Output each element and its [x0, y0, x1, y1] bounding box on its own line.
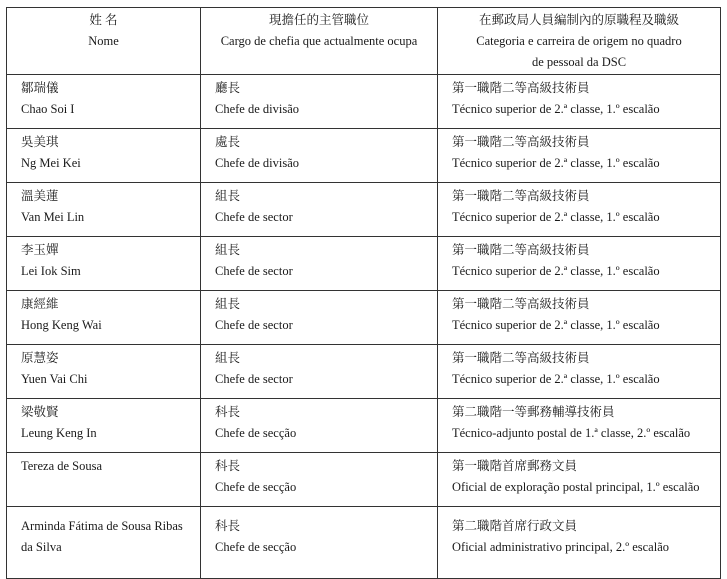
name-cell: [7, 453, 201, 507]
header-category-pt-line2: de pessoal da DSC: [531, 55, 627, 69]
header-category-zh: 在郵政局人員編制內的原職程及職級: [478, 13, 679, 27]
category-pt: Técnico superior de 2.ª classe, 1.º escalão: [452, 210, 660, 224]
category-cell: [438, 75, 721, 129]
position-zh: 處長: [215, 135, 241, 149]
category-cell: [438, 291, 721, 345]
name-cell: [7, 399, 201, 453]
table-row: [7, 399, 721, 453]
category-zh: 第一職階二等高級技術員: [452, 81, 590, 95]
header-position: [201, 8, 438, 75]
position-zh: 廳長: [215, 81, 241, 95]
table-row: [7, 291, 721, 345]
table-row: [7, 237, 721, 291]
category-cell: [438, 453, 721, 507]
category-cell: [438, 507, 721, 579]
name-zh: 原慧姿: [21, 351, 59, 365]
category-zh: 第一職階二等高級技術員: [452, 243, 590, 257]
header-name: [7, 8, 201, 75]
position-cell: [201, 75, 438, 129]
position-cell: [201, 345, 438, 399]
category-zh: 第一職階二等高級技術員: [452, 135, 590, 149]
position-zh: 組長: [215, 351, 241, 365]
position-pt: Chefe de sector: [215, 372, 293, 386]
name-zh: 鄒瑞儀: [21, 81, 59, 95]
table-row: [7, 507, 721, 579]
header-name-pt: Nome: [88, 34, 119, 48]
table-row: [7, 75, 721, 129]
name-roman: Chao Soi I: [21, 102, 75, 116]
category-pt: Técnico superior de 2.ª classe, 1.º escalão: [452, 264, 660, 278]
table-header: [7, 8, 721, 75]
name-cell: [7, 237, 201, 291]
category-zh: 第一職階首席郵務文員: [452, 459, 578, 473]
category-zh: 第二職階一等郵務輔導技術員: [452, 405, 615, 419]
category-pt: Oficial de exploração postal principal, 1.º escalão: [452, 480, 700, 494]
position-cell: [201, 183, 438, 237]
name-roman: Tereza de Sousa: [21, 459, 103, 473]
category-zh: 第二職階首席行政文員: [452, 519, 578, 533]
appointments-table: [6, 7, 721, 579]
name-roman: Yuen Vai Chi: [21, 372, 88, 386]
name-cell: [7, 75, 201, 129]
category-pt: Técnico-adjunto postal de 1.ª classe, 2.º escalão: [452, 426, 691, 440]
name-roman: Ng Mei Kei: [21, 156, 81, 170]
position-cell: [201, 399, 438, 453]
position-zh: 組長: [215, 189, 241, 203]
name-roman: Lei Iok Sim: [21, 264, 81, 278]
position-zh: 科長: [215, 519, 241, 533]
name-cell: [7, 291, 201, 345]
table-row: [7, 453, 721, 507]
category-cell: [438, 129, 721, 183]
name-zh: 李玉嬋: [21, 243, 59, 257]
position-pt: Chefe de divisão: [215, 156, 300, 170]
category-pt: Técnico superior de 2.ª classe, 1.º escalão: [452, 156, 660, 170]
header-position-pt: Cargo de chefia que actualmente ocupa: [220, 34, 418, 48]
position-zh: 科長: [215, 405, 241, 419]
name-zh: 康經維: [21, 297, 59, 311]
name-cell: [7, 129, 201, 183]
category-cell: [438, 345, 721, 399]
category-zh: 第一職階二等高級技術員: [452, 189, 590, 203]
header-position-zh: 現擔任的主管職位: [268, 13, 369, 27]
name-roman: Arminda Fátima de Sousa Ribas da Silva: [21, 519, 183, 554]
category-zh: 第一職階二等高級技術員: [452, 351, 590, 365]
position-pt: Chefe de secção: [215, 540, 297, 554]
table-row: [7, 183, 721, 237]
header-category: [438, 8, 721, 75]
position-cell: [201, 507, 438, 579]
header-category-pt-line1: Categoria e carreira de origem no quadro: [476, 34, 682, 48]
category-cell: [438, 237, 721, 291]
table-row: [7, 345, 721, 399]
position-pt: Chefe de secção: [215, 480, 297, 494]
name-roman: Van Mei Lin: [21, 210, 85, 224]
name-cell: [7, 507, 201, 579]
position-pt: Chefe de secção: [215, 426, 297, 440]
table-body: [7, 75, 721, 579]
category-cell: [438, 399, 721, 453]
category-cell: [438, 183, 721, 237]
position-zh: 組長: [215, 297, 241, 311]
category-pt: Oficial administrativo principal, 2.º escalão: [452, 540, 669, 554]
position-zh: 組長: [215, 243, 241, 257]
position-pt: Chefe de sector: [215, 210, 293, 224]
name-zh: 吳美琪: [21, 135, 59, 149]
name-cell: [7, 183, 201, 237]
name-zh: 溫美蓮: [21, 189, 59, 203]
name-roman: Leung Keng In: [21, 426, 97, 440]
category-pt: Técnico superior de 2.ª classe, 1.º escalão: [452, 372, 660, 386]
category-pt: Técnico superior de 2.ª classe, 1.º escalão: [452, 102, 660, 116]
table-row: [7, 129, 721, 183]
header-name-zh: 姓 名: [89, 13, 118, 27]
position-pt: Chefe de sector: [215, 318, 293, 332]
position-pt: Chefe de divisão: [215, 102, 300, 116]
header-row: [7, 8, 721, 75]
category-pt: Técnico superior de 2.ª classe, 1.º escalão: [452, 318, 660, 332]
category-zh: 第一職階二等高級技術員: [452, 297, 590, 311]
position-cell: [201, 453, 438, 507]
position-cell: [201, 291, 438, 345]
name-zh: 梁敬賢: [21, 405, 59, 419]
position-pt: Chefe de sector: [215, 264, 293, 278]
position-cell: [201, 237, 438, 291]
name-cell: [7, 345, 201, 399]
name-roman: Hong Keng Wai: [21, 318, 102, 332]
position-cell: [201, 129, 438, 183]
position-zh: 科長: [215, 459, 241, 473]
